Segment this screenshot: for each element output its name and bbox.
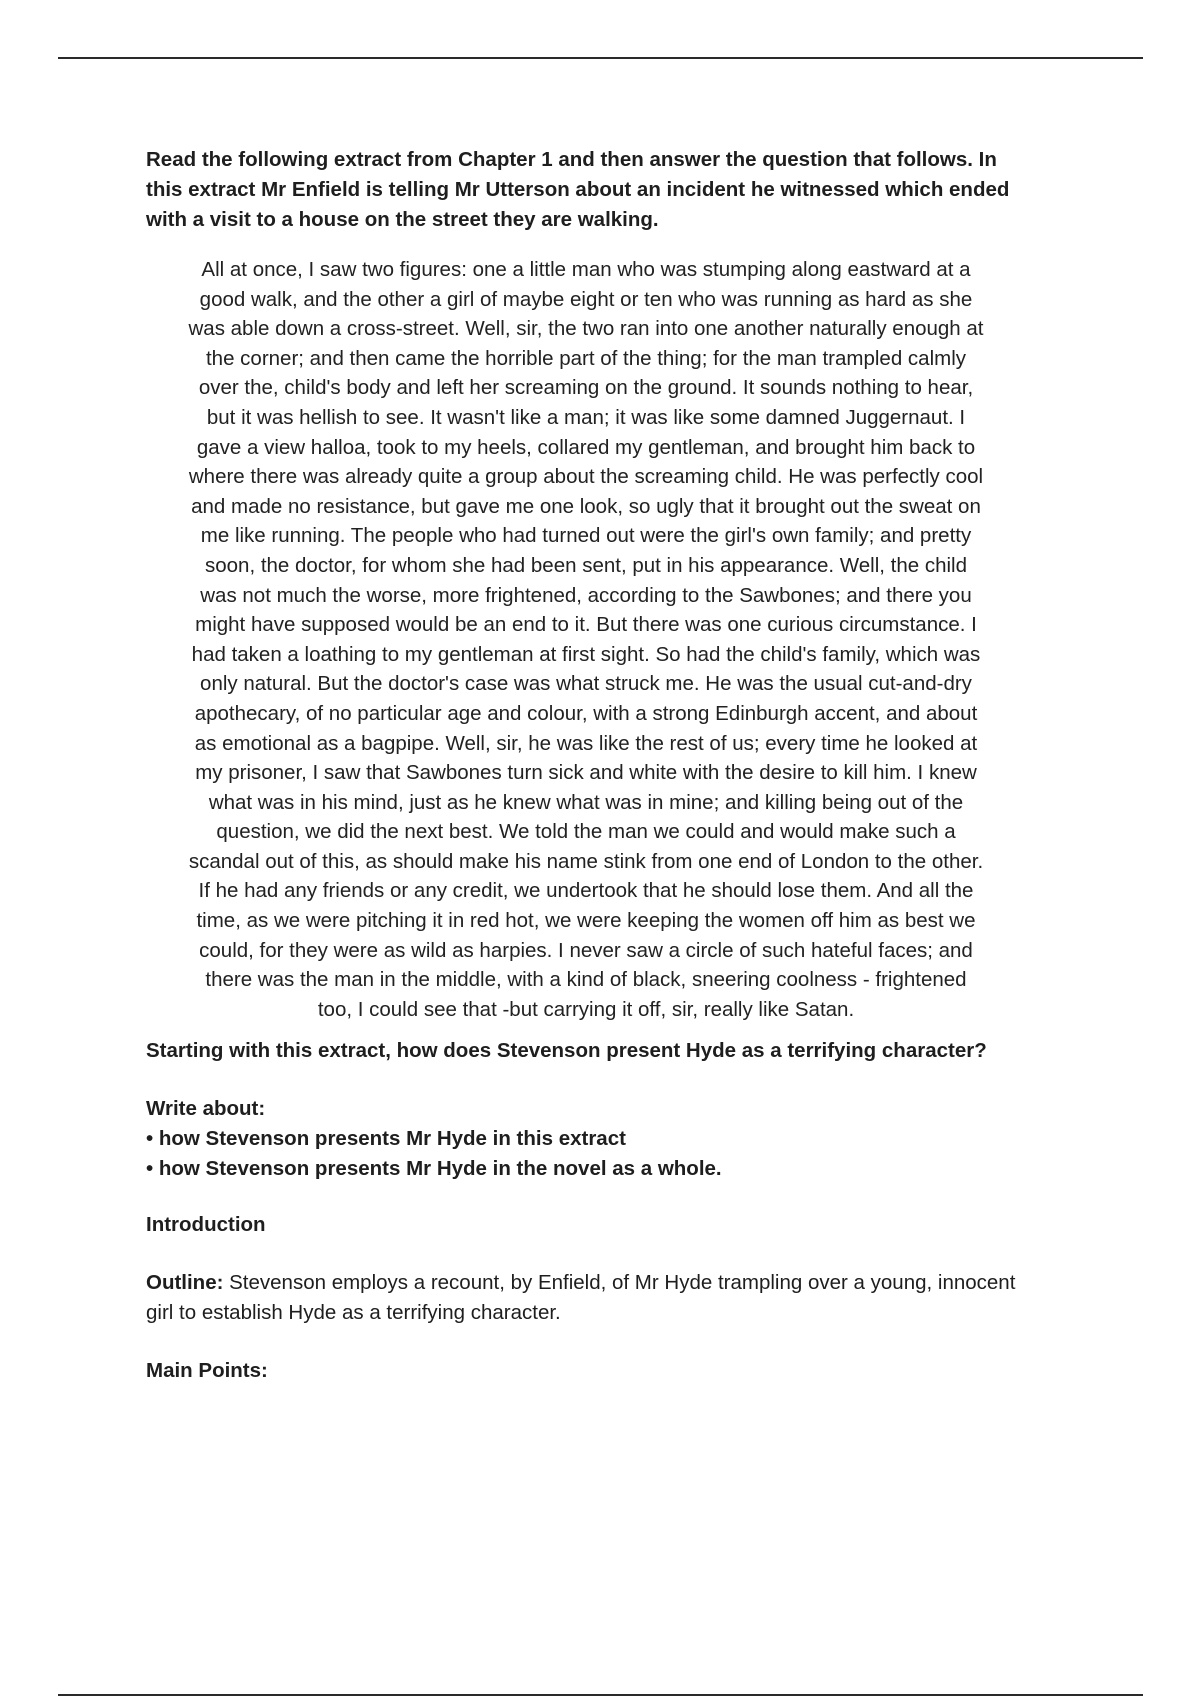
- novel-extract: All at once, I saw two figures: one a little man who was stumping along eastward at a good walk, and the other a girl of maybe eight or ten who was running as hard as she was able down a cross-street. Well, sir, the two ran into one another naturally enough at the corner; and then came the horrible part of the thing; for the man trampled calmly over the, child's body and left her screaming on the ground. It sounds nothing to hear, but it was hellish to see. It wasn't like a man; it was like some damned Juggernaut. I gave a view halloa, took to my heels, collared my gentleman, and brought him back to where there was already quite a group about the screaming child. He was perfectly cool and made no resistance, but gave me one look, so ugly that it brought out the sweat on me like running. The people who had turned out were the girl's own family; and pretty soon, the doctor, for whom she had been sent, put in his appearance. Well, the child was not much the worse, more frightened, according to the Sawbones; and there you might have supposed would be an end to it. But there was one curious circumstance. I had taken a loathing to my gentleman at first sight. So had the child's family, which was only natural. But the doctor's case was what struck me. He was the usual cut-and-dry apothecary, of no particular age and colour, with a strong Edinburgh accent, and about as emotional as a bagpipe. Well, sir, he was like the rest of us; every time he looked at my prisoner, I saw that Sawbones turn sick and white with the desire to kill him. I knew what was in his mind, just as he knew what was in mine; and killing being out of the question, we did the next best. We told the man we could and would make such a scandal out of this, as should make his name stink from one end of London to the other. If he had any friends or any credit, we undertook that he should lose them. And all the time, as we were pitching it in red hot, we were keeping the women off him as best we could, for they were as wild as harpies. I never saw a circle of such hateful faces; and there was the man in the middle, with a kind of black, sneering coolness - frightened too, I could see that -but carrying it off, sir, really like Satan.: [188, 258, 984, 1021]
- outline-paragraph: [146, 1268, 1026, 1328]
- write-about-bullet-1: • how Stevenson presents Mr Hyde in this extract: [146, 1127, 626, 1151]
- outline-label: Outline:: [146, 1271, 224, 1295]
- exam-question: Starting with this extract, how does Stevenson present Hyde as a terrifying character?: [146, 1039, 987, 1063]
- write-about-label: Write about:: [146, 1097, 266, 1121]
- outline-text: Stevenson employs a recount, by Enfield, of Mr Hyde trampling over a young, innocent girl to establish Hyde as a terrifying character.: [146, 1271, 1016, 1325]
- bottom-page-rule: [58, 1694, 1143, 1696]
- main-points-heading: Main Points:: [146, 1359, 268, 1383]
- document-body: [146, 145, 1026, 1386]
- write-about-section: [146, 1094, 1026, 1184]
- introduction-heading: Introduction: [146, 1213, 266, 1237]
- extract-instructions: Read the following extract from Chapter 1 and then answer the question that follows. In this extract Mr Enfield is telling Mr Utterson about an incident he witnessed which ended with a visit to a house on the street they are walking.: [146, 148, 1010, 231]
- write-about-bullet-2: • how Stevenson presents Mr Hyde in the novel as a whole.: [146, 1157, 722, 1181]
- top-page-rule: [58, 57, 1143, 59]
